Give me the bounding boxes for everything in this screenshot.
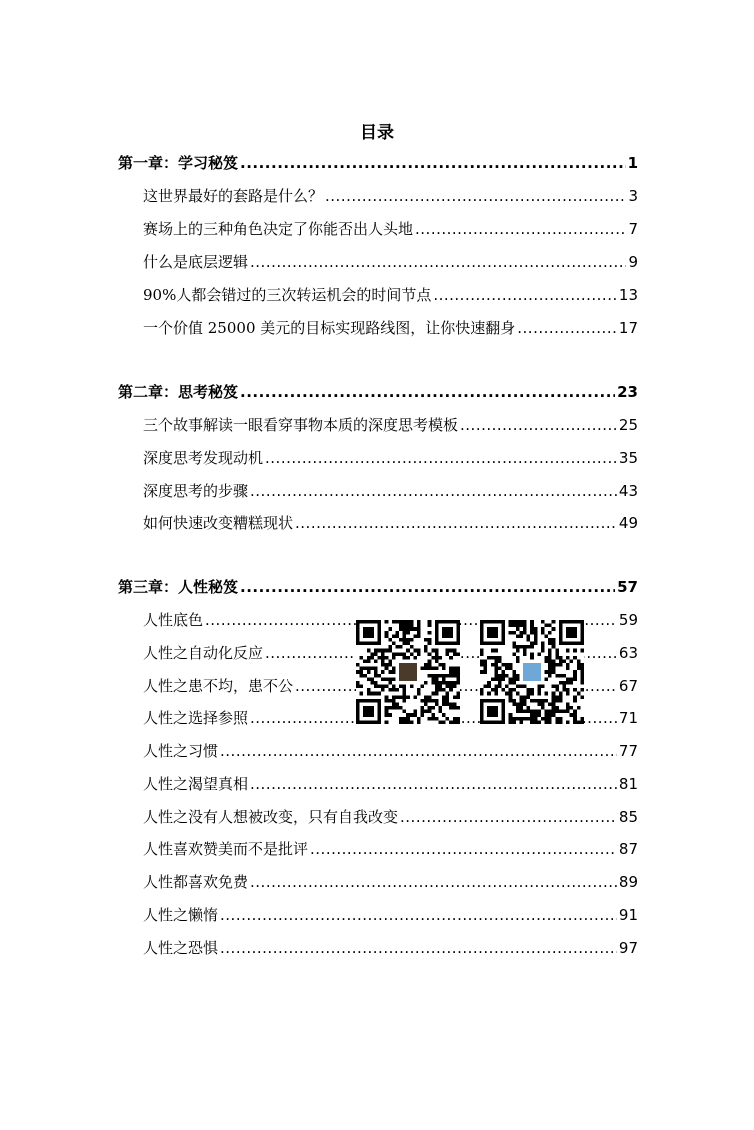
dot-leader: [240, 574, 615, 600]
dot-leader: [400, 804, 617, 830]
dot-leader: [220, 935, 617, 961]
toc-item-entry[interactable]: [143, 249, 638, 275]
dot-leader: [250, 249, 626, 275]
toc-item-entry[interactable]: [143, 902, 638, 928]
toc-item-row[interactable]: [0, 738, 754, 764]
page-number: 63: [618, 644, 638, 662]
item-title: 如何快速改变糟糕现状: [143, 514, 294, 532]
qr-code-graphic: [480, 620, 584, 724]
page-number: 85: [618, 808, 638, 826]
page-number: 81: [618, 775, 638, 793]
toc-item-row[interactable]: [0, 249, 754, 275]
chapter-title: 第三章：人性秘笈: [118, 578, 239, 596]
toc-item-entry[interactable]: [143, 738, 638, 764]
item-title: 深度思考的步骤: [143, 482, 249, 500]
item-title: 人性底色: [143, 611, 204, 629]
page-number: 67: [618, 677, 638, 695]
toc-chapter-row[interactable]: [0, 150, 754, 176]
item-title: 人性都喜欢免费: [143, 873, 249, 891]
qr-code-graphic: [356, 620, 460, 724]
dot-leader: [220, 902, 617, 928]
item-title: 人性之选择参照: [143, 709, 249, 727]
page-number: 49: [618, 514, 638, 532]
toc-item-entry[interactable]: [143, 836, 638, 862]
toc-item-row[interactable]: [0, 445, 754, 471]
toc-item-row[interactable]: [0, 771, 754, 797]
dot-leader: [415, 216, 626, 242]
item-title: 人性之恐惧: [143, 939, 219, 957]
toc-item-row[interactable]: [0, 478, 754, 504]
dot-leader: [250, 478, 617, 504]
item-title: 人性之习惯: [143, 742, 219, 760]
qr-code-icon: [356, 620, 460, 724]
page-number: 89: [618, 873, 638, 891]
toc-item-entry[interactable]: [143, 282, 638, 308]
dot-leader: [250, 771, 617, 797]
dot-leader: [265, 445, 617, 471]
item-title: 人性之患不均，患不公: [143, 677, 294, 695]
page-title: 目录: [360, 123, 394, 143]
dot-leader: [250, 869, 617, 895]
dot-leader: [517, 315, 617, 341]
page-number: 71: [618, 709, 638, 727]
page-number: 35: [618, 449, 638, 467]
toc-item-row[interactable]: [0, 804, 754, 830]
dot-leader: [433, 282, 617, 308]
toc-chapter-row[interactable]: [0, 379, 754, 405]
dot-leader: [240, 379, 615, 405]
page-number: 43: [618, 482, 638, 500]
toc-item-entry[interactable]: [143, 804, 638, 830]
item-title: 90%人都会错过的三次转运机会的时间节点: [143, 286, 432, 304]
page-number: 25: [618, 416, 638, 434]
page-number: 23: [617, 383, 638, 401]
toc-item-entry[interactable]: [143, 771, 638, 797]
toc-item-row[interactable]: [0, 902, 754, 928]
item-title: 赛场上的三种角色决定了你能否出人头地: [143, 220, 414, 238]
toc-item-entry[interactable]: [143, 478, 638, 504]
dot-leader: [325, 183, 626, 209]
toc-chapter-entry[interactable]: [118, 574, 638, 600]
page-number: 91: [618, 906, 638, 924]
item-title: 什么是底层逻辑: [143, 253, 249, 271]
toc-item-entry[interactable]: [143, 216, 638, 242]
page-number: 9: [628, 253, 638, 271]
chapter-title: 第一章：学习秘笈: [118, 154, 239, 172]
toc-item-row[interactable]: [0, 216, 754, 242]
toc-item-entry[interactable]: [143, 935, 638, 961]
dot-leader: [460, 412, 617, 438]
toc-item-entry[interactable]: [143, 412, 638, 438]
page-number: 17: [618, 319, 638, 337]
page-number: 7: [628, 220, 638, 238]
item-title: 人性之渴望真相: [143, 775, 249, 793]
item-title: 人性之没有人想被改变，只有自我改变: [143, 808, 399, 826]
item-title: 人性之自动化反应: [143, 644, 264, 662]
toc-chapter-entry[interactable]: [118, 150, 638, 176]
dot-leader: [310, 836, 617, 862]
toc-item-entry[interactable]: [143, 445, 638, 471]
page-number: 97: [618, 939, 638, 957]
toc-item-row[interactable]: [0, 836, 754, 862]
toc-item-row[interactable]: [0, 412, 754, 438]
toc-item-entry[interactable]: [143, 183, 638, 209]
page-number: 87: [618, 840, 638, 858]
page-number: 1: [627, 154, 638, 172]
toc-item-row[interactable]: [0, 282, 754, 308]
dot-leader: [295, 510, 617, 536]
item-title: 一个价值 25000 美元的目标实现路线图，让你快速翻身: [143, 319, 516, 337]
toc-item-row[interactable]: [0, 869, 754, 895]
page-number: 3: [628, 187, 638, 205]
item-title: 三个故事解读一眼看穿事物本质的深度思考模板: [143, 416, 459, 434]
page-number: 77: [618, 742, 638, 760]
item-title: 深度思考发现动机: [143, 449, 264, 467]
item-title: 这世界最好的套路是什么？: [143, 187, 324, 205]
toc-item-row[interactable]: [0, 935, 754, 961]
chapter-title: 第二章：思考秘笈: [118, 383, 239, 401]
page-number: 59: [618, 611, 638, 629]
toc-item-row[interactable]: [0, 510, 754, 536]
toc-item-row[interactable]: [0, 183, 754, 209]
dot-leader: [240, 150, 626, 176]
item-title: 人性之懒惰: [143, 906, 219, 924]
toc-chapter-row[interactable]: [0, 574, 754, 600]
qr-code-icon: [480, 620, 584, 724]
toc-item-entry[interactable]: [143, 315, 638, 341]
toc-item-row[interactable]: [0, 315, 754, 341]
page-number: 13: [618, 286, 638, 304]
dot-leader: [220, 738, 617, 764]
page-number: 57: [617, 578, 638, 596]
toc-item-entry[interactable]: [143, 510, 638, 536]
toc-chapter-entry[interactable]: [118, 379, 638, 405]
toc-item-entry[interactable]: [143, 869, 638, 895]
item-title: 人性喜欢赞美而不是批评: [143, 840, 309, 858]
